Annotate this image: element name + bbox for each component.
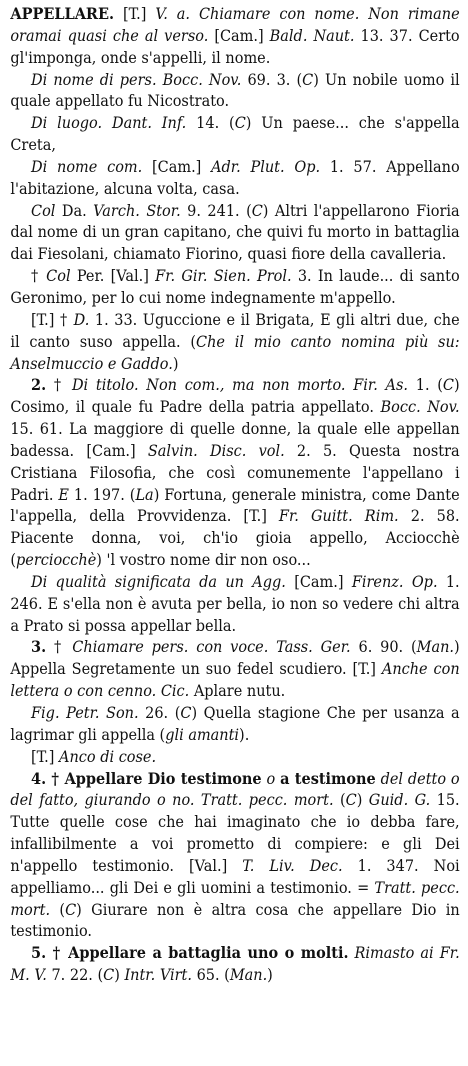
italic-run: o [266,769,276,788]
paragraph-p8 [10,572,459,638]
italic-run: C [103,966,115,985]
text-run: ( [333,791,346,810]
text-run: ) Appella Segretamente un suo fedel scudiero. [T.] [10,638,460,679]
text-run: ) Fortuna, generale ministra, come Dante l'appella, della Provvidenza. [T.] [10,485,460,526]
text-run: 14. ( [186,114,235,133]
paragraph-p2 [10,113,459,157]
text-run: 26. ( [138,704,181,722]
text-run: ) [172,354,179,373]
italic-run: C [65,900,77,919]
text-run: ) Cosimo, il quale fu Padre della patria appellato. [10,376,460,417]
paragraph-p9 [10,637,459,703]
italic-run: Guid. G. [368,791,431,810]
italic-run: Di titolo. Non com., ma non morto. Fir. As. [71,376,409,395]
text-run: Da. [55,201,94,220]
italic-run: C [234,114,246,133]
text-run: ) [356,791,369,810]
paragraph-p4 [10,201,459,267]
text-run: [T.] † [31,310,74,329]
dictionary-entry-appellare [10,4,459,987]
paragraph-p13 [10,943,459,987]
italic-run: Tratt. pecc. mort. [10,878,460,919]
italic-run: Di luogo. Dant. Inf. [31,114,187,133]
italic-run: Man. [416,638,455,657]
text-run: 7. 22. ( [46,966,104,985]
text-run: 1. 57. Appellano l'abitazione, alcuna volta, casa. [10,157,460,198]
paragraph-p1 [10,70,459,114]
text-run: ) 'l vostro nome dir non oso... [96,551,311,570]
text-run: 15. Tutte quelle cose che hai imaginato che io debba fare, infallibilmente a voi prometto di compiere: e gli Dei n'appello testimonio. [Val.] [10,791,460,875]
text-run: 6. 90. ( [350,638,417,657]
text-run: † [46,376,72,395]
text-run: 65. ( [191,966,230,985]
text-run: 1. 197. ( [68,485,136,504]
italic-run: E [58,485,69,504]
italic-run: C [302,70,314,89]
italic-run: Di nome di pers. Bocc. Nov. [31,70,242,89]
italic-run: La [135,485,154,504]
bold-run: 5. † Appellare a battaglia uno o molti. [31,944,349,963]
italic-run: D. [73,310,90,329]
text-run: ) Un paese... che s'appella Creta, [10,114,460,155]
italic-run: Fr. Guitt. Rim. [278,507,399,526]
text-run: † [31,267,47,286]
text-run: 1. ( [408,376,443,395]
text-run: [Cam.] [285,572,352,591]
paragraph-p12 [10,769,459,944]
italic-run: T. Liv. Dec. [242,856,343,875]
paragraph-p11 [10,747,459,769]
text-run: 1. 246. E s'ella non è avuta per bella, io non so vedere chi altra a Prato si possa appellar bella. [10,572,460,635]
italic-run: C [442,376,455,395]
text-run: ) Altri l'appellarono Fioria dal nome di un gran capitano, che quivi fu morto in battaglia dai Fiesolani, chiamato Fiorino, quasi fiore della cavalleria. [10,201,460,264]
italic-run: Varch. Stor. [93,201,181,220]
paragraph-p3 [10,157,459,201]
text-run: 3. In laude... di santo Geronimo, per lo cui nome indegnamente m'appello. [10,267,460,307]
text-run: 1. 33. Uguccione e il Brigata, E gli altri due, che il canto suso appella. ( [10,310,460,351]
italic-run: Anco di cose. [59,747,157,766]
text-run: 1. 347. Noi appelliamo... gli Dei e gli uomini a testimonio. = [10,856,460,897]
italic-run: Intr. Virt. [124,966,192,985]
text-run: ). [239,725,250,744]
paragraph-p7 [10,375,459,572]
text-run: 9. 241. ( [180,201,252,220]
text-run: ) Giurare non è altra cosa che appellare Dio in testimonio. [10,900,460,941]
text-run: ) [114,966,125,985]
bold-run: APPELLARE. [10,5,115,23]
text-run: Per. [Val.] [70,267,156,286]
text-run: 69. 3. ( [241,70,303,89]
italic-run: Bocc. Nov. [380,398,460,417]
text-run: ) [267,966,273,985]
italic-run: Di nome com. [31,157,143,176]
paragraph-p6 [10,310,459,376]
bold-run: 4. † Appellare Dio testimone [31,769,262,788]
italic-run: C [345,791,357,810]
italic-run: Bald. Naut. [269,26,355,45]
italic-run: Col [31,201,56,220]
text-run: 2. 58. Piacente donna, voi, ch'io gioia appello, Acciocchè ( [10,507,460,570]
italic-run: Firenz. Op. [351,572,438,591]
bold-run: 2. [31,376,47,395]
italic-run: Che il mio canto nomina più su: Anselmuccio e Gaddo. [10,332,460,373]
italic-run: C [251,201,263,220]
italic-run: Man. [229,966,268,985]
text-run: [Cam.] [208,26,270,45]
italic-run: Fr. Gir. Sien. Prol. [155,267,292,286]
italic-run: Anche con lettera o con cenno. Cic. [10,660,460,701]
italic-run: V. a. Chiamare con nome. Non rimane oramai quasi che al verso. [10,5,460,45]
italic-run: perciocchè [15,551,97,570]
text-run: 15. 61. La maggiore di quelle donne, la quale elle appellan badessa. [Cam.] [10,420,460,460]
text-run: † [46,638,73,657]
italic-run: Chiamare pers. con voce. Tass. Ger. [72,638,351,657]
text-run: 2. 5. Questa nostra Cristiana Filosofia, che così comunemente l'appellano i Padri. [10,441,460,504]
text-run: ) Quella stagione Che per usanza a lagrimar gli appella ( [10,704,460,744]
text-run: [T.] [114,5,156,23]
text-run: ) Un nobile uomo il quale appellato fu Nicostrato. [10,70,460,111]
italic-run: C [180,704,192,722]
italic-run: gli amanti [165,725,240,744]
italic-run: Di qualità significata da un Agg. [31,572,286,591]
text-run: Aplare nutu. [189,682,286,701]
paragraph-p10 [10,703,459,747]
italic-run: Fig. Petr. Son. [31,704,139,722]
text-run: ( [50,900,66,919]
italic-run: Col [46,267,71,286]
text-run: [Cam.] [142,157,212,176]
paragraph-p0 [10,4,459,70]
italic-run: Rimasto ai Fr. M. V. [10,944,460,985]
italic-run: del detto o del fatto, giurando o no. Tratt. pecc. mort. [10,769,460,810]
paragraph-p5 [10,266,459,310]
italic-run: Salvin. Disc. vol. [147,441,285,460]
bold-run: 3. [31,638,47,657]
italic-run: Adr. Plut. Op. [211,157,321,176]
text-run: [T.] [31,747,60,766]
text-run: 13. 37. Certo gl'imponga, onde s'appelli, il nome. [10,26,460,67]
bold-run: a testimone [280,769,376,788]
